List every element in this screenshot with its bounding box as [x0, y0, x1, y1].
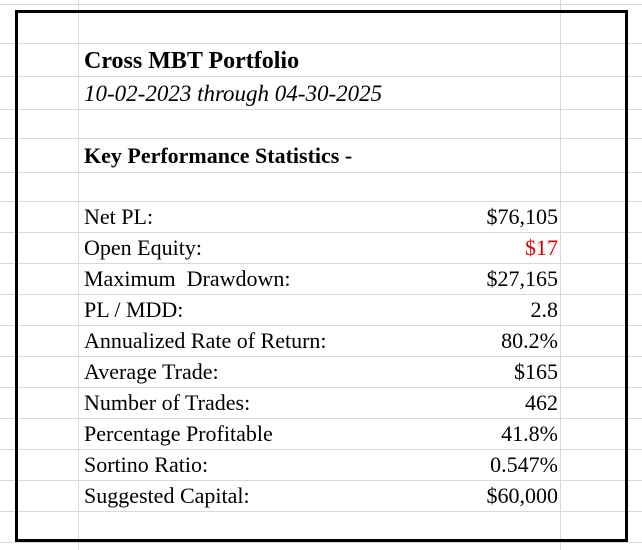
- date-range: 10-02-2023 through 04-30-2025: [84, 81, 383, 106]
- stat-value: 462: [525, 390, 558, 415]
- stat-row-net-pl: [84, 201, 558, 232]
- stat-value: 0.547%: [490, 452, 558, 477]
- stat-label: Sortino Ratio:: [84, 452, 209, 477]
- stat-value: 2.8: [530, 297, 558, 322]
- stat-label: Number of Trades:: [84, 390, 251, 415]
- portfolio-title: Cross MBT Portfolio: [84, 48, 300, 74]
- stat-row-number-of-trades: [84, 387, 558, 418]
- section-heading: Key Performance Statistics -: [84, 143, 353, 168]
- stat-value: $27,165: [486, 266, 558, 291]
- stat-value: $165: [514, 359, 558, 384]
- stat-value: $17: [525, 235, 558, 260]
- stat-row-open-equity: [84, 232, 558, 263]
- stat-row-percentage-profitable: [84, 418, 558, 449]
- stat-row-sortino-ratio: [84, 449, 558, 480]
- stat-row-pl-mdd: [84, 294, 558, 325]
- stat-value: $76,105: [486, 204, 558, 229]
- stat-label: Net PL:: [84, 204, 154, 229]
- stat-row-max-drawdown: [84, 263, 558, 294]
- stat-row-annualized-return: [84, 325, 558, 356]
- stat-value: $60,000: [486, 483, 558, 508]
- stat-label: Annualized Rate of Return:: [84, 328, 327, 353]
- stat-label: Maximum Drawdown:: [84, 266, 291, 291]
- stat-value: 80.2%: [501, 328, 558, 353]
- stat-label: Open Equity:: [84, 235, 202, 260]
- stat-value: 41.8%: [501, 421, 558, 446]
- stat-label: PL / MDD:: [84, 297, 184, 322]
- stat-label: Suggested Capital:: [84, 483, 250, 508]
- stat-label: Percentage Profitable: [84, 421, 273, 446]
- stat-row-average-trade: [84, 356, 558, 387]
- stat-row-suggested-capital: [84, 480, 558, 511]
- stat-label: Average Trade:: [84, 359, 219, 384]
